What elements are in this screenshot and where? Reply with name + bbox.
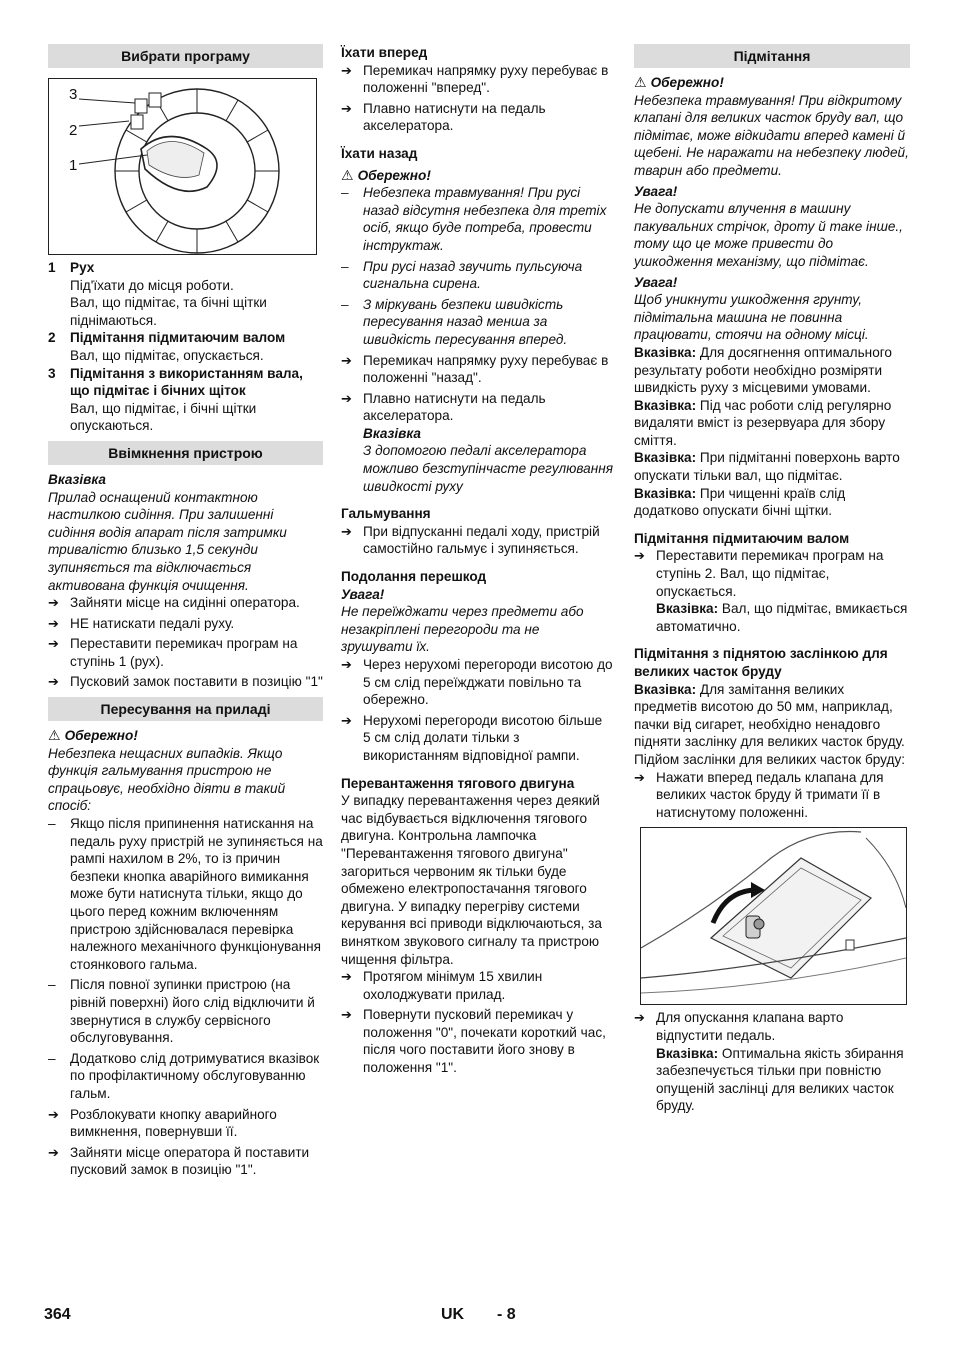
note-label: Вказівка: [48, 471, 106, 487]
note-text: З допомогою педалі акселератора можливо безступінчасте регулювання швидкості руху: [363, 443, 613, 494]
section-page-number: - 8: [497, 1306, 516, 1323]
attention-text: Щоб уникнути ушкодження грунту, підмітальна машина не повинна працювати, стоячи на одному місці.: [634, 292, 869, 343]
caution-text: Небезпека травмування! При відкритому клапані для великих часток бруду вал, що підмітає, може відкидати вперед камені й щебені. Не наражати на небезпеку людей, тварин або предмети.: [634, 92, 909, 178]
section-header-sweeping: Підмітання: [634, 44, 910, 68]
dash-item: – Якщо після припинення натискання на педаль руху пристрій не зупиняється на рампі нахилом в 2%, то із причин безпеки кнопка аварійного вимикання може бути натиснута тільки, якщо до цього перед кожним включенням пристрою здійснювалася перевірка належного механічного функціонування стоянкового гальма.: [48, 815, 323, 973]
page-number: 364: [44, 1306, 71, 1323]
subheading-obstacles: Подолання перешкод: [341, 569, 487, 585]
program-item: 2 Підмітання підмитаючим валом Вал, що підмітає, опускається.: [48, 330, 286, 363]
program-switch-figure: [48, 78, 317, 255]
subheading-forward: Їхати вперед: [341, 45, 428, 60]
step: ➔ Переставити перемикач програм на ступінь 1 (рух).: [48, 635, 323, 670]
note: Вказівка: Оптимальна якість збирання забезпечується тільки при повністю опущеній заслінці для великих часток бруду.: [656, 1045, 904, 1114]
dash-item: – Після повної зупинки пристрою (на рівній поверхні) його слід відключити й звернутися в службу сервісного обслуговування.: [48, 976, 323, 1046]
attention-label: Увага!: [634, 183, 678, 199]
column-middle: [341, 44, 613, 1077]
section-header-switch-on: Ввімкнення пристрою: [48, 441, 323, 465]
note: Вказівка: Для замітання великих предметів висотою до 50 мм, наприклад, пачки від сигарет, необхідно ненадовго підняти заслінку для великих часток бруду.: [634, 681, 905, 750]
program-item: 3 Підмітання з використанням вала, що підмітає і бічних щіток Вал, що підмітає, і бічні щітки опускаються.: [48, 365, 303, 434]
caution-label: ⚠ Обережно!: [48, 727, 138, 744]
language-code: UK: [441, 1306, 465, 1323]
dash-item: – При русі назад звучить пульсуюча сигнальна сирена.: [341, 258, 613, 293]
step: ➔ Нажати вперед педаль клапана для великих часток бруду й тримати її в натиснутому положенні.: [634, 769, 910, 822]
step: ➔ Перемикач напрямку руху перебуває в положенні "вперед".: [341, 62, 613, 97]
subheading-flap: Підмітання з піднятою заслінкою для великих часток бруду: [634, 646, 888, 679]
flap-pedal-figure: [640, 827, 907, 1005]
section-header-travel: Пересування на приладі: [48, 697, 323, 721]
step: ➔ Перемикач напрямку руху перебуває в положенні "назад".: [341, 352, 613, 387]
note: Вказівка: Під час роботи слід регулярно видаляти вміст із резервуара для збору сміття.: [634, 397, 892, 448]
subheading-reverse: Їхати назад: [341, 145, 418, 161]
figure-label-2: 2: [69, 122, 78, 139]
subheading-roller: Підмітання підмитаючим валом: [634, 530, 850, 546]
dash-item: – Додатково слід дотримуватися вказівок по профілактичному обслуговуванню гальм.: [48, 1050, 323, 1103]
program-item: 1 Рух Під'їхати до місця роботи. Вал, що підмітає, та бічні щітки піднімаються.: [48, 260, 267, 328]
section-header-program: Вибрати програму: [48, 44, 323, 68]
column-left: [48, 44, 323, 1179]
note: Вказівка: При чищенні країв слід додатково опускати бічні щітки.: [634, 485, 846, 519]
attention-label: Увага!: [341, 586, 385, 602]
warning-triangle-icon: ⚠: [341, 166, 354, 183]
warning-triangle-icon: ⚠: [48, 727, 61, 744]
step: ➔ Розблокувати кнопку аварийного вимкнення, повернувши її.: [48, 1106, 323, 1141]
overload-text: У випадку перевантаження через деякий час відбувається відключення тягового двигуна. Контрольна лампочка "Перевантаження тягового двигуна" загориться червоним як тільки буде обмежено електропостачання тягового двигуна. У випадку перегріву системи керування всі приводи відключаються, за винятком звукового сигналу та пристрою чищення фільтра.: [341, 793, 602, 967]
figure-label-1: 1: [69, 157, 78, 174]
flap-pedal-drawing: [641, 828, 906, 1004]
note: Вказівка: При підмітанні поверхонь варто опускати тільки вал, що підмітає.: [634, 450, 900, 484]
step: ➔ Зайняти місце оператора й поставити пусковий замок в позицію "1".: [48, 1144, 323, 1179]
step: ➔ Через нерухомі перегороди висотою до 5 см слід переїжджати повільно та обережно.: [341, 656, 613, 709]
caution-label: ⚠ Обережно!: [634, 74, 724, 90]
step: ➔ Для опускання клапана варто відпустити педаль.: [634, 1009, 910, 1044]
attention-label: Увага!: [634, 274, 678, 290]
note: Вказівка: Вал, що підмітає, вмикається автоматично.: [656, 601, 908, 634]
warning-triangle-icon: ⚠: [634, 74, 647, 90]
step: ➔ Нерухомі перегороди висотою більше 5 см слід долати тільки з використанням відповідної рампи.: [341, 712, 613, 765]
program-list: [48, 259, 323, 435]
figure-label-3: 3: [69, 86, 78, 103]
note: Вказівка: Для досягнення оптимального результату роботи необхідно розміряти швидкість руху з місцевими умовами.: [634, 344, 892, 396]
flap-text: Підйом заслінки для великих часток бруду:: [634, 751, 906, 767]
subheading-overload: Перевантаження тягового двигуна: [341, 775, 575, 791]
column-right: [634, 44, 910, 1115]
caution-label: ⚠ Обережно!: [341, 166, 431, 183]
step: ➔ Зайняти місце на сидінні оператора.: [48, 594, 323, 612]
caution-text: Небезпека нещасних випадків. Якщо функція гальмування пристрою не спрацьовує, необхідно діяти в такий спосіб:: [48, 745, 286, 814]
step: ➔ При відпусканні педалі ходу, пристрій самостійно гальмує і зупиняється.: [341, 523, 613, 558]
attention-text: Не переїжджати через предмети або незакріплені перегороди та не зрушувати їх.: [341, 604, 584, 655]
subheading-brake: Гальмування: [341, 506, 431, 522]
page-footer: [0, 1306, 954, 1330]
note-label: Вказівка: [363, 425, 421, 441]
step: ➔ Плавно натиснути на педаль акселератора.: [341, 100, 613, 135]
step: ➔ Переставити перемикач програм на ступінь 2. Вал, що підмітає, опускається.: [634, 547, 910, 600]
step: ➔ Пусковий замок поставити в позицію "1": [48, 673, 323, 691]
step: ➔ Протягом мінімум 15 хвилин охолоджувати прилад.: [341, 968, 613, 1003]
step: ➔ НЕ натискати педалі руху.: [48, 615, 323, 633]
dash-item: – З міркувань безпеки швидкість пересування назад менша за швидкість пересування вперед.: [341, 296, 613, 349]
program-switch-drawing: [49, 79, 316, 254]
note-text: Прилад оснащений контактною настилкою сидіння. При залишенні сидіння водія апарат після затримки тривалістю близько 1,5 секунди зупиняється та відключається активована функція очищення.: [48, 489, 287, 593]
step: ➔ Повернути пусковий перемикач у положення "0", почекати короткий час, після чого поставити його знову в положення "1".: [341, 1006, 613, 1076]
attention-text: Не допускати влучення в машину пакувальних стрічок, дроту й таке інше., тому що це може привести до ушкодження механізму, що підмітає.: [634, 201, 903, 269]
dash-item: – Небезпека травмування! При русі назад відсутня небезпека для третіх осіб, якщо буде потреба, провести інструктаж.: [341, 184, 613, 254]
step: ➔ Плавно натиснути на педаль акселератора.: [341, 390, 613, 425]
